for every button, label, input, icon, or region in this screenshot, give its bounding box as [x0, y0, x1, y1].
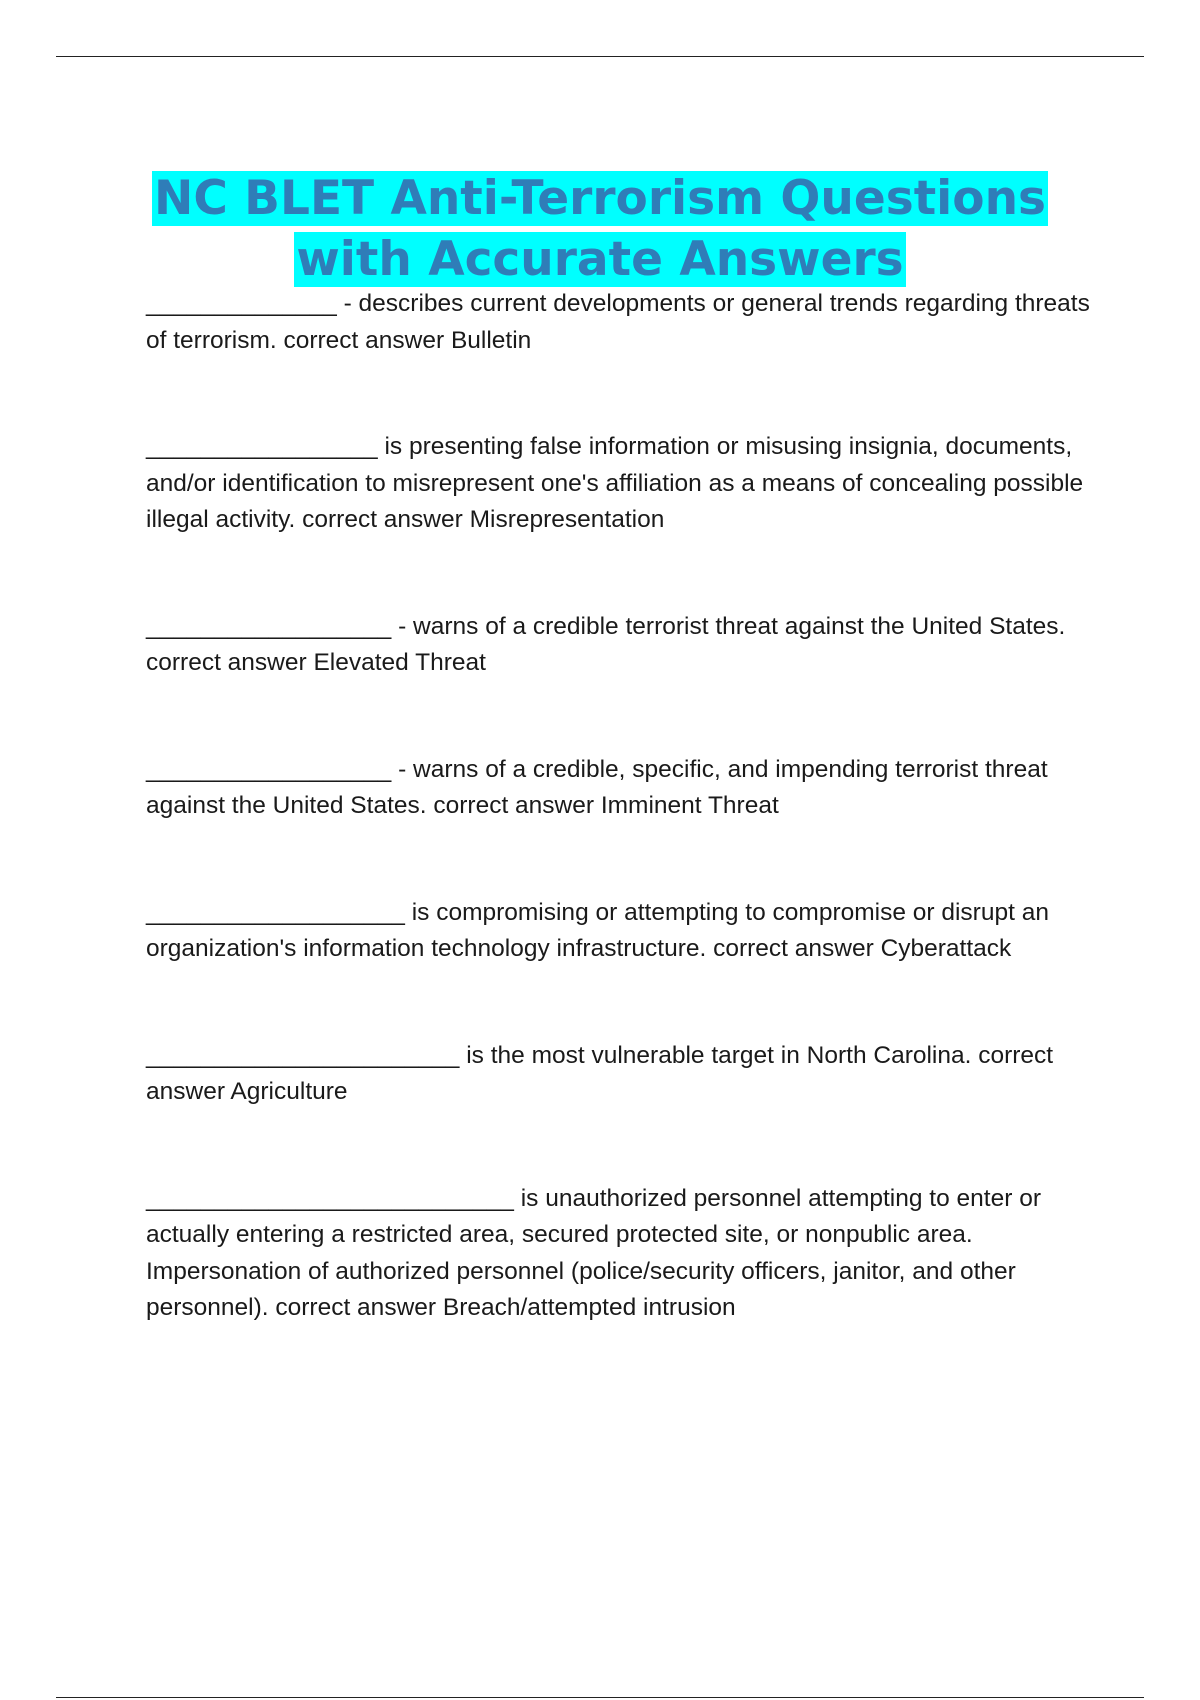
- question-text: is the most vulnerable target in North Carolina. correct answer Agriculture: [146, 1041, 1054, 1105]
- question-item: [146, 1038, 1106, 1111]
- document-title: [60, 168, 1140, 290]
- question-list: [146, 286, 1106, 1327]
- title-line-2: with Accurate Answers: [296, 232, 904, 287]
- question-item: [146, 429, 1106, 539]
- answer-blank: _______________________: [146, 1041, 460, 1069]
- question-text: is compromising or attempting to compromise or disrupt an organization's information technology infrastructure. correct answer Cyberattack: [146, 898, 1049, 962]
- top-rule: [56, 56, 1144, 57]
- question-text: is presenting false information or misusing insignia, documents, and/or identification to misrepresent one's affiliation as a means of concealing possible illegal activity. correct answer Misrepresentation: [146, 433, 1084, 533]
- answer-blank: __________________: [146, 612, 392, 640]
- answer-blank: ______________: [146, 290, 337, 317]
- bottom-rule: [56, 1697, 1144, 1698]
- question-item: [146, 286, 1106, 359]
- question-item: [146, 1181, 1106, 1327]
- answer-blank: _________________: [146, 433, 378, 460]
- question-text: is unauthorized personnel attempting to enter or actually entering a restricted area, secured protected site, or nonpublic area. Impersonation of authorized personnel (police/security officers, janitor, and other personnel). correct answer Breach/attempted intrusion: [146, 1184, 1041, 1321]
- question-text: - warns of a credible, specific, and impending terrorist threat against the United States. correct answer Imminent Threat: [146, 755, 1048, 819]
- answer-blank: ___________________: [146, 898, 405, 926]
- title-line-1: NC BLET Anti-Terrorism Questions: [153, 171, 1046, 226]
- question-item: [146, 609, 1106, 682]
- question-text: - describes current developments or general trends regarding threats of terrorism. correct answer Bulletin: [146, 290, 1090, 354]
- answer-blank: __________________: [146, 755, 392, 783]
- answer-blank: ___________________________: [146, 1184, 514, 1212]
- question-item: [146, 895, 1106, 968]
- question-item: [146, 752, 1106, 825]
- question-text: - warns of a credible terrorist threat against the United States. correct answer Elevated Threat: [146, 612, 1066, 676]
